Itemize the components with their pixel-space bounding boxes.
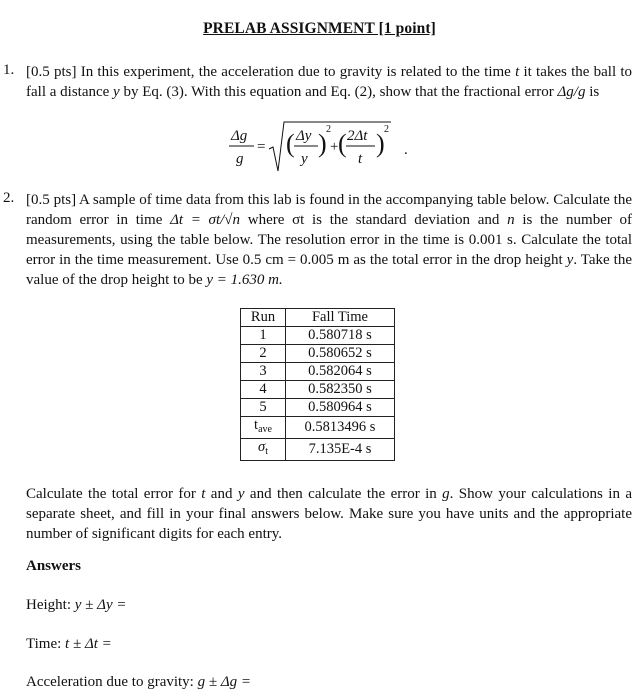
instructions-text: Calculate the total error for t and y and then calculate the error in g. Show your calculations in a separate sheet, and fill in your final answers below. Make sure you have units and the appropriate number of significant digits for each entry. — [26, 486, 632, 542]
term2-power: 2 — [384, 124, 389, 135]
svg-text:): ) — [318, 129, 327, 158]
svg-text:(: ( — [286, 129, 295, 158]
page-title: PRELAB ASSIGNMENT [1 point] — [203, 20, 436, 37]
term2-denominator: t — [358, 151, 363, 167]
q1-number: 1. — [3, 62, 15, 78]
term2-numerator: 2Δt — [347, 128, 368, 144]
table-row-sigma: $\sigma_t$ 7.135E-4 s — [241, 439, 395, 461]
time-answer: Time: t ± Δt = — [26, 636, 112, 652]
lhs-numerator: Δg — [231, 128, 248, 144]
answers-heading: Answers — [26, 558, 81, 574]
random-error-expression: Δt = σt/√n — [170, 212, 241, 228]
table-row: 2 0.580652 s — [241, 345, 395, 363]
fractional-error-formula — [226, 118, 426, 178]
header-fall-time: Fall Time — [286, 309, 395, 327]
formula-period: . — [404, 142, 408, 158]
table-row: 5 0.580964 s — [241, 399, 395, 417]
equals-sign: = — [257, 139, 266, 155]
table-row-average: $t_{ave}$ 0.5813496 s — [241, 417, 395, 439]
table-row: 1 0.580718 s — [241, 327, 395, 345]
header-run: Run — [241, 309, 286, 327]
q2-number: 2. — [3, 190, 15, 206]
table-row: 3 0.582064 s — [241, 363, 395, 381]
plus-sign: + — [330, 139, 339, 155]
gravity-answer: Acceleration due to gravity: g ± Δg = — [26, 674, 252, 690]
table-header-row — [241, 309, 395, 327]
term1-denominator: y — [301, 151, 308, 167]
height-answer: Height: y ± Δy = — [26, 597, 127, 613]
q1-text: [0.5 pts] In this experiment, the acceleration due to gravity is related to the time t it takes the ball to fall a distance y by Eq. (3). With this equation and Eq. (2), show that the fractional error Δg/g is — [26, 64, 633, 100]
fall-time-table — [240, 308, 395, 461]
term1-numerator: Δy — [296, 128, 312, 144]
q2-text: [0.5 pts] A sample of time data from this lab is found in the accompanying table below. Calculate the random error in time Δt = σt/√n where σt is the standard deviation and n is the number of measurements, using the table below. The resolution error in the time is 0.001 s. Calculate the total error in the time measurement. Use 0.5 cm = 0.005 m as the total error in the drop height y. Take the value of the drop height to be y = 1.630 m. — [26, 192, 633, 288]
fall-time-table-wrap — [240, 308, 395, 461]
table-row: 4 0.582350 s — [241, 381, 395, 399]
term1-power: 2 — [326, 124, 331, 135]
svg-text:(: ( — [338, 129, 347, 158]
svg-text:): ) — [376, 129, 385, 158]
lhs-denominator: g — [236, 151, 244, 167]
